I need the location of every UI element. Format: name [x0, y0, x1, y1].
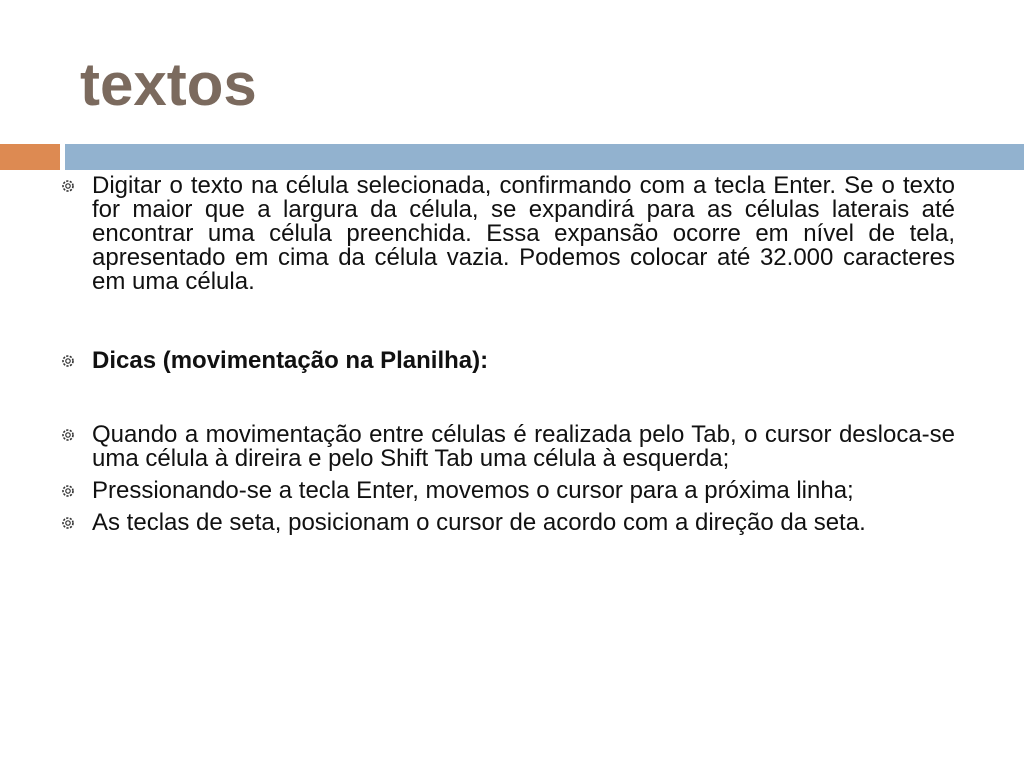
gear-icon: [60, 178, 76, 194]
bullet-text: Digitar o texto na célula selecionada, confirmando com a tecla Enter. Se o texto for maior que a largura da célula, se expandirá para as células laterais até encontrar uma célula preenchida. Essa expansão ocorre em nível de tela, apresentado em cima da célula vazia. Podemos colocar até 32.000 caracteres em uma célula.: [92, 172, 955, 295]
bullet-item: [60, 479, 955, 503]
bullet-text: Pressionando-se a tecla Enter, movemos o cursor para a próxima linha;: [92, 477, 854, 504]
bullet-text: Quando a movimentação entre células é realizada pelo Tab, o cursor desloca-se uma célula à direira e pelo Shift Tab uma célula à esquerda;: [92, 421, 955, 472]
gear-icon: [60, 353, 76, 369]
gear-icon: [60, 515, 76, 531]
bullet-item: [60, 349, 955, 373]
bullet-item: [60, 423, 955, 471]
bullet-text: As teclas de seta, posicionam o cursor de acordo com a direção da seta.: [92, 509, 866, 536]
bullet-list: [60, 174, 955, 535]
accent-bar-right: [65, 144, 1024, 170]
slide-title: textos: [80, 51, 257, 118]
gear-icon: [60, 427, 76, 443]
bullet-item: [60, 511, 955, 535]
bullet-item: [60, 174, 955, 294]
bullet-text: Dicas (movimentação na Planilha):: [92, 347, 489, 374]
accent-bar-left: [0, 144, 60, 170]
gear-icon: [60, 483, 76, 499]
